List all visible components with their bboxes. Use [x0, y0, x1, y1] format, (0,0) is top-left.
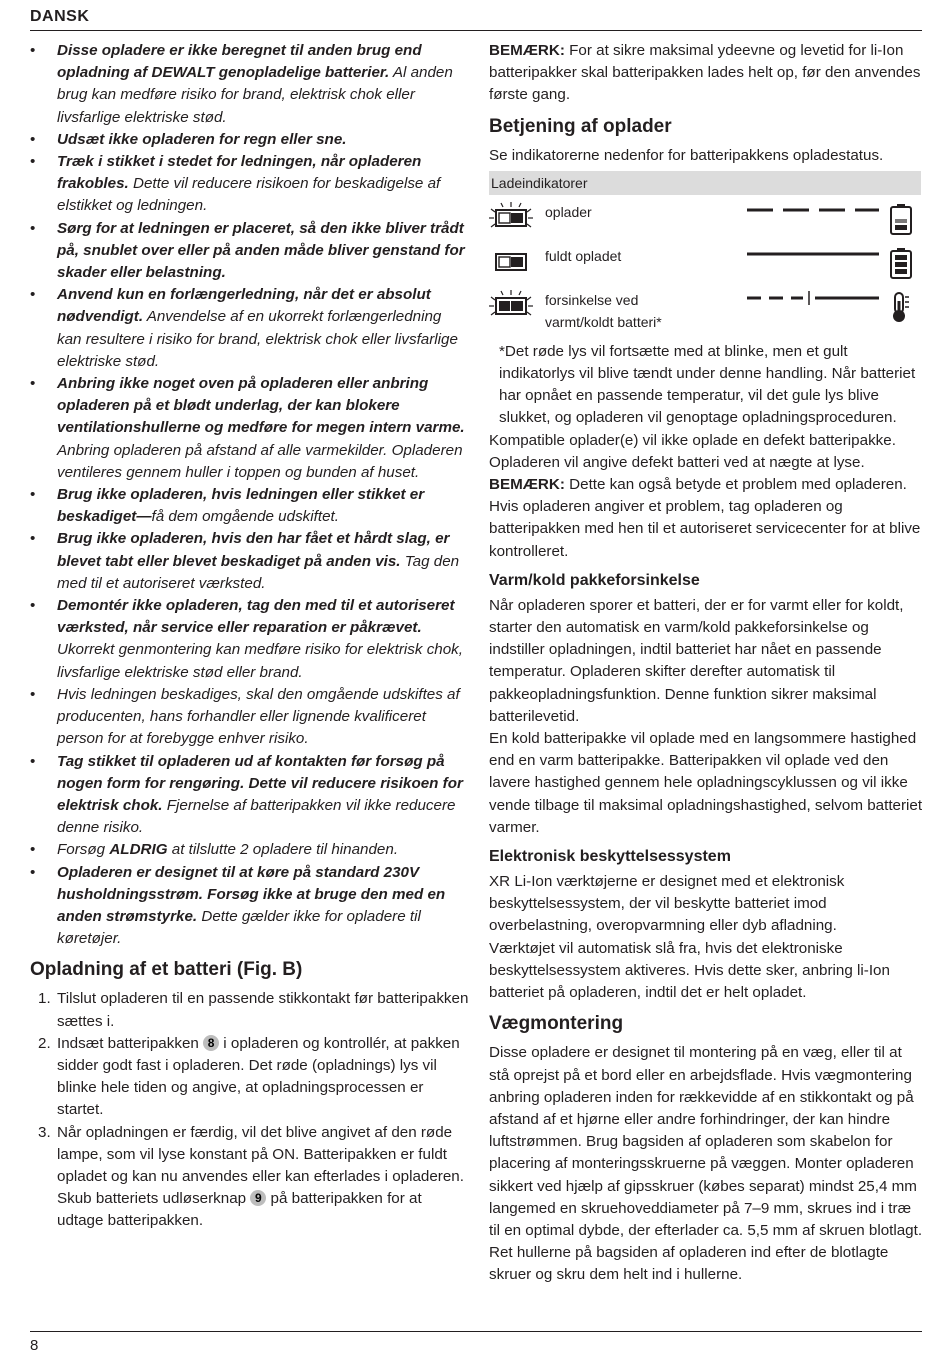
problem-paragraph: Hvis opladeren angiver et problem, tag opladeren og batteripakken med hen til et autoriseret servicecenter for at blive kontrolleret.	[489, 498, 921, 560]
operation-heading: Betjening af oplader	[489, 115, 672, 137]
safety-bullet: • Brug ikke opladeren, hvis ledningen eller stikket er beskadiget—få dem omgående udskiftet.	[30, 484, 470, 528]
thermometer-icon	[887, 291, 915, 323]
safety-bullet: • Forsøg ALDRIG at tilslutte 2 opladere til hinanden.	[30, 839, 470, 861]
safety-bullet: • Opladeren er designet til at køre på standard 230V husholdningsstrøm. Forsøg ikke at bruge den med en anden strømstyrke. Dette gælder ikke for opladere til køretøjer.	[30, 862, 470, 951]
indicator-table-title: Ladeindikatorer	[489, 171, 921, 195]
safety-bullet: • Disse opladere er ikke beregnet til anden brug end opladning af DEWALT genopladelige batterier. Al anden brug kan medføre risiko for brand, elektrisk chok eller livsfarlige elektriske stød.	[30, 40, 470, 129]
indicator-row-hot-cold-delay	[489, 283, 921, 331]
indicator-label: oplader	[545, 203, 592, 220]
figure-ref-badge: 9	[250, 1190, 266, 1206]
safety-bullet: • Demontér ikke opladeren, tag den med til et autoriseret værksted, når service eller reparation er påkrævet. Ukorrekt genmontering kan medføre risiko for elektrisk chok, livsfarlige elektriske stød eller brand.	[30, 595, 470, 684]
protection-paragraph: Værktøjet vil automatisk slå fra, hvis det elektroniske beskyttelsessystem aktiveres. Hvis dette sker, anbring li-Ion batteriet på opladeren, indtil det er helt opladet.	[489, 939, 890, 1002]
hotcold-paragraph: En kold batteripakke vil oplade med en langsommere hastighed end en varm batteripakke. Batteripakken vil oplade ved den lavere hastighed gennem hele opladningscyklussen og vil ikke vende tilbage til maksimal opladningshastighed, selvom batteriet varmer.	[489, 730, 923, 836]
page-header	[30, 8, 922, 31]
indicator-label: forsinkelse ved varmt/koldt batteri*	[545, 291, 662, 330]
right-column	[489, 40, 925, 1287]
safety-bullet: • Anbring ikke noget oven på opladeren eller anbring opladeren på et blødt underlag, der kan blokere ventilationshullerne og medføre for megen intern varme. Anbring opladeren på afstand af alle varmekilder. Opladeren ventileres gennem huller i toppen og bunden af huset.	[30, 373, 470, 484]
dash-then-solid-line-icon	[747, 291, 879, 305]
operation-intro: Se indikatorerne nedenfor for batteripakkens opladestatus.	[489, 146, 884, 164]
safety-bullet: • Sørg for at ledningen er placeret, så den ikke bliver trådt på, snublet over eller på anden måde bliver genstand for skader eller belastning.	[30, 218, 470, 285]
page-footer	[30, 1331, 922, 1354]
language-label: DANSK	[30, 8, 90, 25]
safety-bullet: • Træk i stikket i stedet for ledningen, når opladeren frakobles. Dette vil reducere risikoen for beskadigelse af elstikket og ledningen.	[30, 151, 470, 218]
protection-heading: Elektronisk beskyttelsessystem	[489, 848, 731, 866]
wall-mount-paragraph: Disse opladere er designet til montering på en væg, eller til at stå oprejst på et bord eller en arbejdsflade. Hvis vægmontering anbring opladeren inden for rækkevidde af en stikkontakt og på afstand af et hjørne eller andre forhindringer, der kan hindre luftstrømmen. Brug bagsiden af opladeren som skabelon for placering af monteringsskruerne på væggen. Monter opladeren sikkert ved hjælp af gipsskruer (købes separat) mindst 25,4 mm langemed en skruehoveddiameter på 7–9 mm, skrues ind i træ til en optimal dybde, der efterlader ca. 5,5 mm af skruen blotlagt. Ret hullerne på bagsiden af opladeren ind efter de blotlagte skruer og skru dem helt ind i hullerne.	[489, 1044, 923, 1284]
step-item: 3. Når opladningen er færdig, vil det blive angivet af den røde lampe, som vil lyse konstant på ON. Batteripakken er fuldt opladet og kan nu anvendes eller kan efterlades i opladeren. Skub batteriets udløserknap 9 på batteripakken for at udtage batteripakken.	[38, 1123, 464, 1230]
left-column	[30, 40, 470, 1233]
hotcold-heading: Varm/kold pakkeforsinkelse	[489, 571, 700, 589]
indicator-label: fuldt opladet	[545, 247, 622, 264]
safety-bullet: • Udsæt ikke opladeren for regn eller sne.	[30, 129, 470, 151]
battery-full-icon	[887, 247, 915, 279]
dashed-line-icon	[747, 203, 879, 217]
hotcold-paragraph: Når opladeren sporer et batteri, der er for varmt eller for koldt, starter den automatisk en varm/kold pakkeforsinkelse og indstiller opladningen, indtil batteriet har nået en passende temperatur. Opladeren skifter derefter automatisk til pakkeopladningsfunktion. Denne funktion sikrer maksimal batterilevetid.	[489, 596, 904, 725]
charge-indicator-table	[489, 171, 921, 331]
page-number: 8	[30, 1337, 39, 1354]
safety-bullet: • Hvis ledningen beskadiges, skal den omgående udskiftes af producenten, hans forhandler eller lignende kvalificeret person for at forebygge enhver risiko.	[30, 684, 470, 751]
compat-paragraph: Kompatible oplader(e) vil ikke oplade en defekt batteripakke. Opladeren vil angive defekt batteri ved at nægte at lyse.	[489, 431, 896, 471]
step-item: 2. Indsæt batteripakken 8 i opladeren og kontrollér, at pakken sidder godt fast i opladeren. Det røde (opladnings) lys vil blinke hele tiden og angive, at opladningsprocessen er startet.	[38, 1034, 460, 1119]
protection-paragraph: XR Li-Ion værktøjerne er designet med et elektronisk beskyttelsessystem, der vil beskytte batteriet imod overbelastning, overopvarmning eller dyb afladning.	[489, 873, 845, 935]
safety-bullet: • Brug ikke opladeren, hvis den har fået et hårdt slag, er blevet tabt eller blevet beskadiget på anden vis. Tag den med til et autoriseret værksted.	[30, 528, 470, 595]
note-paragraph: BEMÆRK: Dette kan også betyde et problem med opladeren.	[489, 476, 907, 494]
wall-mount-heading: Vægmontering	[489, 1013, 624, 1035]
step-item: 1. Tilslut opladeren til en passende stikkontakt før batteripakken sættes i.	[38, 990, 469, 1030]
safety-bullet: • Tag stikket til opladeren ud af kontakten før forsøg på nogen form for rengøring. Dette vil reducere risikoen for elektrisk chok. Fjernelse af batteripakken vil ikke reducere denne risiko.	[30, 751, 470, 840]
safety-bullet: • Anvend kun en forlængerledning, når det er absolut nødvendigt. Anvendelse af en ukorrekt forlængerledning kan resultere i risiko for brand, elektrisk chok eller livsfarlige elektriske stød.	[30, 284, 470, 373]
indicator-row-full	[489, 239, 921, 283]
indicator-footnote: *Det røde lys vil fortsætte med at blinke, men et gult indikatorlys vil blive tændt under denne handling. Når batteriet har opnået en passende temperatur, vil det gule lys blive slukket, og opladeren vil genoptage opladningsproceduren.	[499, 342, 916, 427]
charger-blinking-icon	[489, 199, 533, 233]
charger-on-icon	[489, 243, 533, 277]
indicator-row-charging	[489, 195, 921, 239]
battery-charging-icon	[887, 203, 915, 235]
charging-heading: Opladning af et batteri (Fig. B)	[30, 959, 303, 981]
note-paragraph: BEMÆRK: For at sikre maksimal ydeevne og levetid for li-Ion batteripakker skal batteripakken lades helt op, før den anvendes første gang.	[489, 42, 921, 104]
solid-line-icon	[747, 247, 879, 261]
charger-blinking-icon	[489, 287, 533, 321]
figure-ref-badge: 8	[203, 1035, 219, 1051]
